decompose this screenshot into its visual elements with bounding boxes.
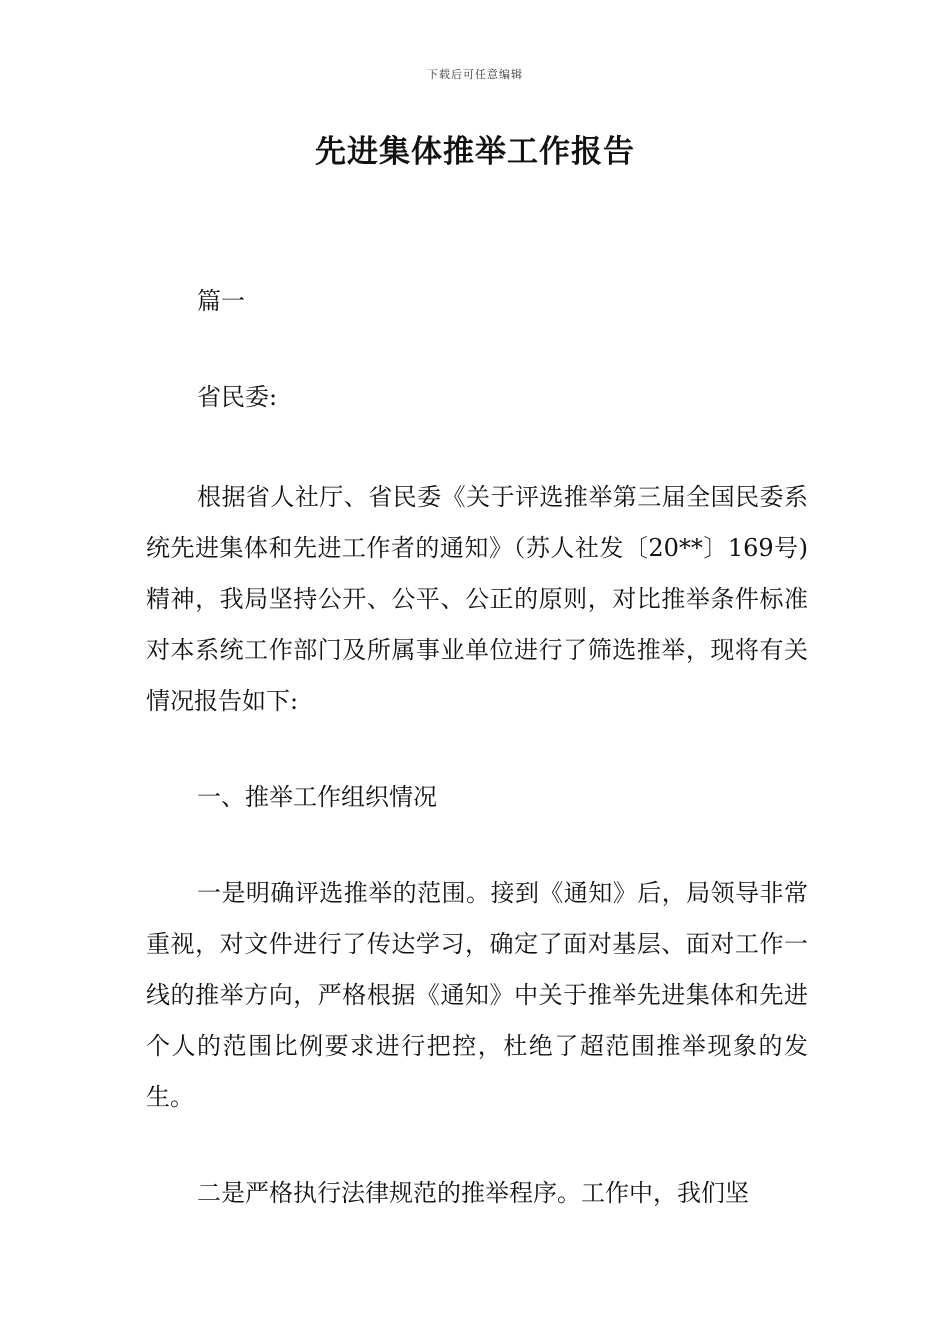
section-label: 篇一 [197, 287, 245, 315]
section-heading-one: 一、推举工作组织情况 [197, 783, 437, 811]
paragraph-point-two: 二是严格执行法律规范的推举程序。工作中，我们坚 [197, 1179, 749, 1207]
document-title: 先进集体推举工作报告 [315, 134, 635, 170]
paragraph-point-one: 一是明确评选推举的范围。接到《通知》后，局领导非常重视，对文件进行了传达学习，确定了面对基层、面对工作一线的推举方向，严格根据《通知》中关于推举先进集体和先进个人的范围比例要求进行把控，杜绝了超范围推举现象的发生。 [146, 879, 808, 1111]
salutation: 省民委: [197, 383, 278, 411]
paragraph-intro: 根据省人社厅、省民委《关于评选推举第三届全国民委系统先进集体和先进工作者的通知》（苏人社发〔20**〕169号)精神，我局坚持公开、公平、公正的原则，对比推举条件标准对本系统工作部门及所属事业单位进行了筛选推举，现将有关情况报告如下: [146, 483, 808, 715]
header-note: 下载后可任意编辑 [427, 68, 523, 81]
